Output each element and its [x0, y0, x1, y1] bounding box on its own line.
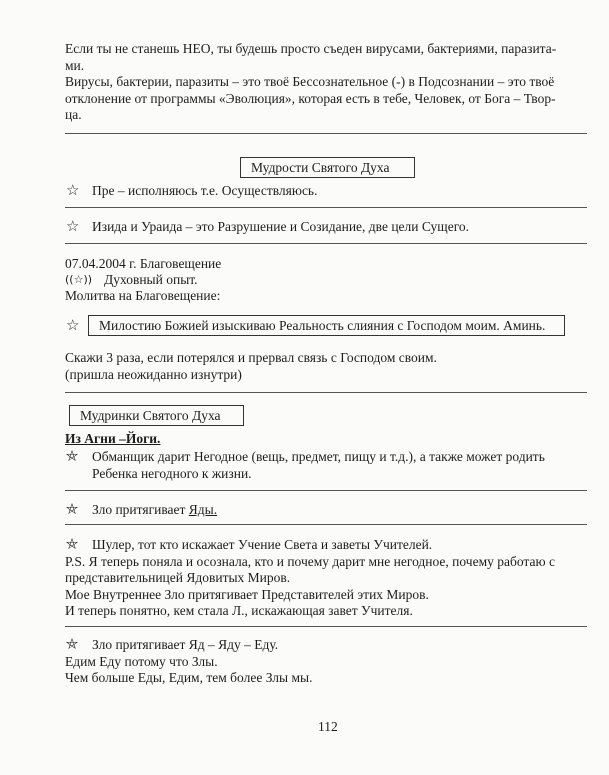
wisdom-item-2: Изида и Ураида – это Разрушение и Созидание, две цели Сущего.	[92, 219, 470, 234]
section-title-box	[240, 157, 415, 178]
intro-line-3: Вирусы, бактерии, паразиты – это твоё Бессознательное (-) в Подсознании – это твоё	[65, 74, 555, 89]
divider	[65, 392, 587, 393]
ps-line-3: Мое Внутреннее Зло притягивает Представителей этих Миров.	[65, 587, 429, 602]
wisdom-item-1: Пре – исполняюсь т.е. Осуществляюсь.	[92, 183, 318, 198]
intro-line-4: отклонение от программы «Эволюция», которая есть в тебе, Человек, от Бога – Твор-	[65, 91, 556, 106]
section-title-box	[69, 405, 244, 426]
prayer-box	[88, 315, 565, 336]
wisdom2-item-2	[92, 501, 217, 518]
wisdom2-item-4-line-2: Едим Еду потому что Злы.	[65, 654, 218, 669]
wisdom2-item-1-line-1: Обманщик дарит Негодное (вещь, предмет, пищу и т.д.), а также может родить	[92, 449, 545, 464]
pentagram-circle-icon: ⛤	[66, 500, 79, 518]
section-title: Мудринки Святого Духа	[80, 408, 221, 423]
page-number: 112	[318, 719, 338, 734]
wisdom2-item-4-line-3: Чем больше Еды, Едим, тем более Злы мы.	[65, 670, 313, 685]
wisdom2-item-2-text: Зло притягивает	[92, 502, 189, 517]
entry-experience: Духовный опыт.	[104, 272, 198, 287]
star-outline-icon: ☆	[66, 316, 80, 334]
divider	[65, 490, 587, 491]
star-outline-icon: ☆	[66, 181, 80, 199]
section-title: Мудрости Святого Духа	[251, 160, 390, 175]
entry-date: 07.04.2004 г. Благовещение	[65, 256, 222, 271]
pentagram-circle-icon: ⛤	[66, 447, 79, 465]
star-outline-icon: ☆	[66, 217, 80, 235]
wisdom2-item-1-line-2: Ребенка негодного к жизни.	[92, 466, 252, 481]
prayer-label: Молитва на Благовещение:	[65, 288, 221, 303]
entry-note-1: Скажи 3 раза, если потерялся и прервал связь с Господом своим.	[65, 350, 437, 365]
wisdom2-item-3: Шулер, тот кто искажает Учение Света и заветы Учителей.	[92, 537, 433, 552]
ps-line-2: представительницей Ядовитых Миров.	[65, 570, 291, 585]
ps-line-4: И теперь понятно, кем стала Л., искажающая завет Учителя.	[65, 603, 413, 618]
divider	[65, 524, 587, 525]
prayer-text: Милостию Божией изыскиваю Реальность слияния с Господом моим. Аминь.	[99, 318, 546, 333]
wisdom2-item-2-underlined: Яды.	[188, 502, 218, 517]
intro-line-2: ми.	[65, 58, 85, 73]
ps-line-1: P.S. Я теперь поняла и осознала, кто и почему дарит мне негодное, почему работаю с	[65, 554, 555, 569]
divider	[65, 133, 587, 134]
pentagram-circle-icon: ⛤	[66, 635, 79, 653]
intro-line-1: Если ты не станешь НЕО, ты будешь просто съеден вирусами, бактериями, паразита-	[65, 41, 557, 56]
divider	[65, 207, 587, 208]
wisdom2-item-4: Зло притягивает Яд – Яду – Еду.	[92, 637, 279, 652]
pentagram-circle-icon: ⛤	[66, 535, 79, 553]
spiritual-experience-icon: ((☆))	[65, 273, 93, 286]
divider	[65, 626, 587, 627]
intro-line-5: ца.	[65, 107, 82, 122]
divider	[65, 243, 587, 244]
source-heading: Из Агни –Йоги.	[65, 431, 161, 446]
entry-note-2: (пришла неожиданно изнутри)	[65, 367, 242, 382]
